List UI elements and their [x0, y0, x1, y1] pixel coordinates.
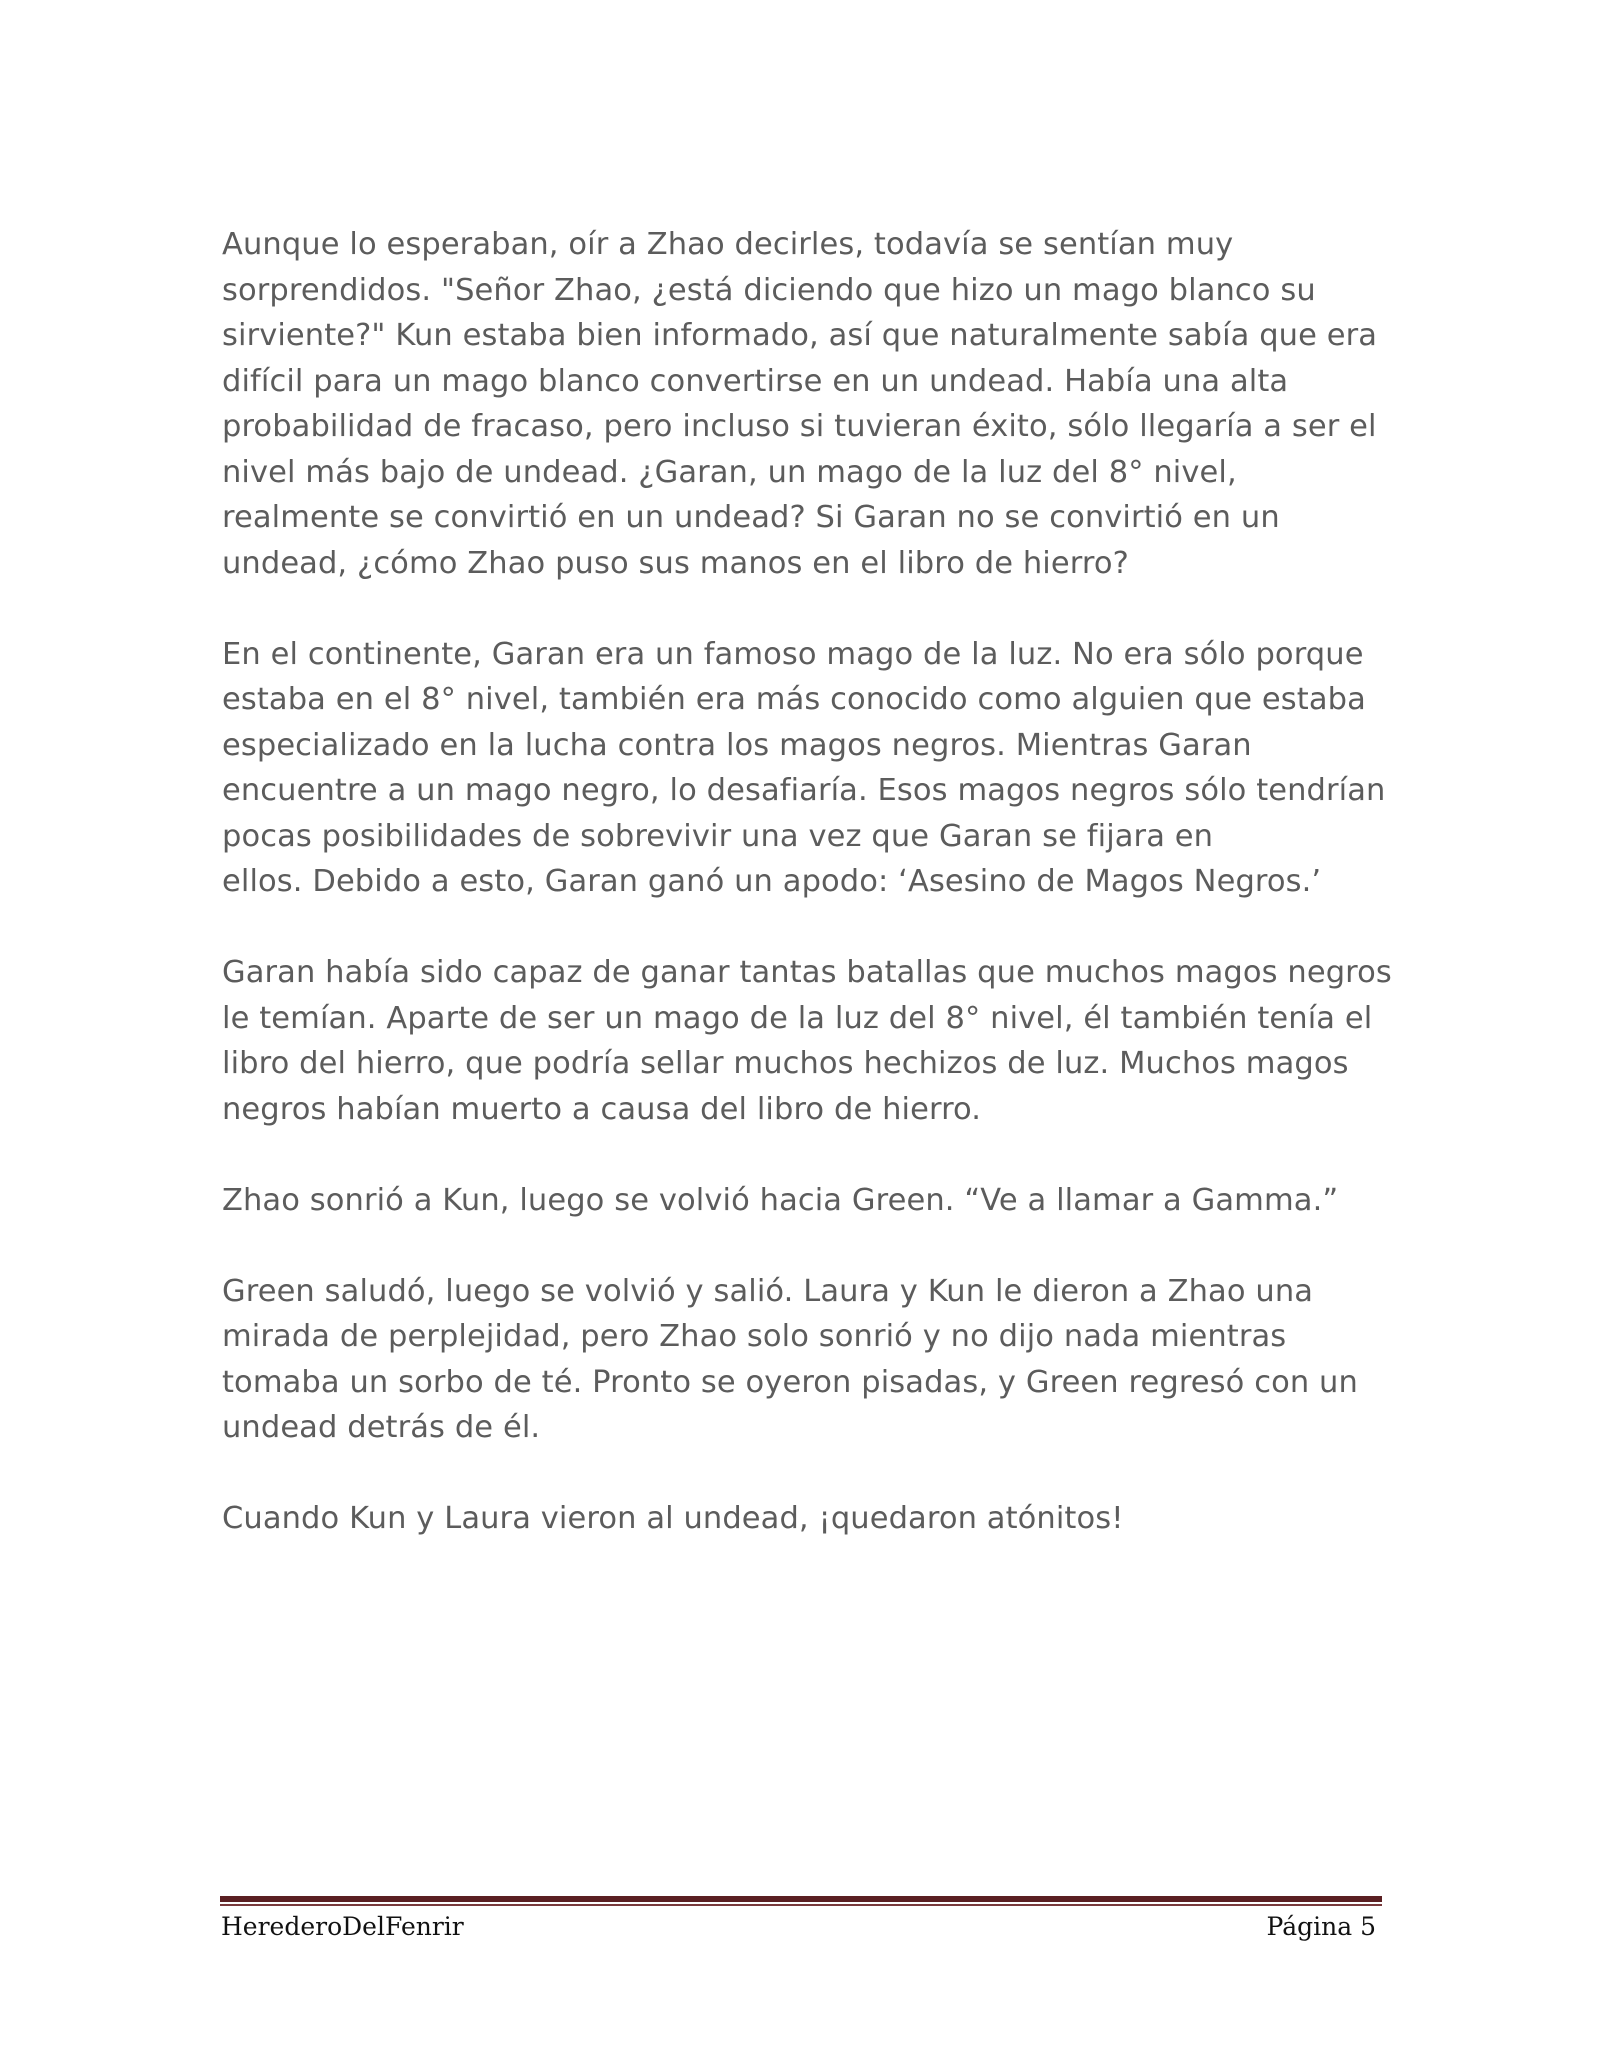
text-line: Zhao sonrió a Kun, luego se volvió hacia Green. “Ve a llamar a Gamma.” — [222, 1182, 1339, 1218]
paragraph — [222, 632, 1384, 905]
text-line: negros habían muerto a causa del libro de hierro. — [222, 1091, 982, 1127]
text-line: nivel más bajo de undead. ¿Garan, un mago de la luz del 8° nivel, — [222, 454, 1237, 490]
text-line: estaba en el 8° nivel, también era más conocido como alguien que estaba — [222, 682, 1366, 717]
text-line: libro del hierro, que podría sellar muchos hechizos de luz. Muchos magos — [222, 1046, 1349, 1081]
text-line: ellos. Debido a esto, Garan ganó un apodo: ‘Asesino de Magos Negros.’ — [222, 864, 1322, 899]
text-line: difícil para un mago blanco convertirse en un undead. Había una alta — [222, 363, 1289, 399]
text-line: Garan había sido capaz de ganar tantas batallas que muchos magos negros — [222, 955, 1392, 990]
text-line: Cuando Kun y Laura vieron al undead, ¡quedaron atónitos! — [222, 1501, 1124, 1536]
footer-page-number: Página 5 — [1266, 1912, 1376, 1941]
footer-rule-thin — [220, 1904, 1382, 1906]
text-line: Aunque lo esperaban, oír a Zhao decirles, todavía se sentían muy — [222, 227, 1234, 262]
text-line: realmente se convirtió en un undead? Si Garan no se convirtió en un — [222, 500, 1280, 535]
paragraph — [222, 1269, 1384, 1451]
text-line: especializado en la lucha contra los magos negros. Mientras Garan — [222, 727, 1252, 763]
text-line: encuentre a un mago negro, lo desafiaría. Esos magos negros sólo tendrían — [222, 773, 1386, 808]
text-line: le temían. Aparte de ser un mago de la luz del 8° nivel, él también tenía el — [222, 1000, 1373, 1036]
footer-rule — [220, 1896, 1382, 1906]
body-text — [222, 222, 1392, 1587]
text-line: En el continente, Garan era un famoso mago de la luz. No era sólo porque — [222, 636, 1364, 672]
text-line: sorprendidos. "Señor Zhao, ¿está diciendo que hizo un mago blanco su — [222, 272, 1316, 308]
text-line: undead detrás de él. — [222, 1410, 541, 1445]
text-line: Green saludó, luego se volvió y salió. Laura y Kun le dieron a Zhao una — [222, 1273, 1314, 1309]
paragraph — [222, 222, 1384, 586]
paragraph — [222, 1496, 1384, 1542]
paragraph — [222, 1178, 1384, 1224]
text-line: sirviente?" Kun estaba bien informado, así que naturalmente sabía que era — [222, 318, 1378, 353]
text-line: pocas posibilidades de sobrevivir una vez que Garan se fijara en — [222, 818, 1214, 854]
text-line: probabilidad de fracaso, pero incluso si tuvieran éxito, sólo llegaría a ser el — [222, 409, 1377, 444]
paragraph — [222, 950, 1392, 1132]
text-line: undead, ¿cómo Zhao puso sus manos en el libro de hierro? — [222, 545, 1129, 581]
text-line: mirada de perplejidad, pero Zhao solo sonrió y no dijo nada mientras — [222, 1319, 1287, 1354]
footer-author: HerederoDelFenrir — [221, 1912, 464, 1941]
text-line: tomaba un sorbo de té. Pronto se oyeron pisadas, y Green regresó con un — [222, 1364, 1358, 1400]
